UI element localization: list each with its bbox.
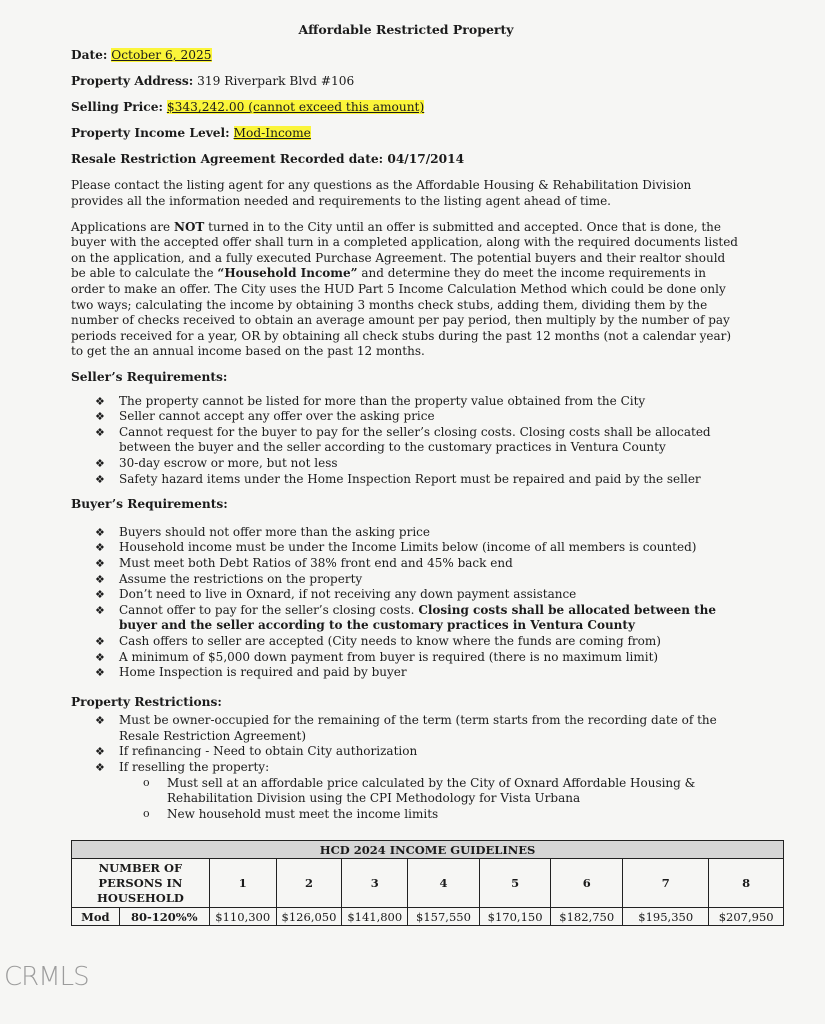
list-item-text: The property cannot be listed for more than the property value obtained from the City — [119, 393, 646, 408]
price-value: $343,242.00 (cannot exceed this amount) — [166, 100, 425, 115]
income-cell: $126,050 — [276, 908, 342, 926]
row-range: 80-120%% — [119, 908, 209, 926]
applications-paragraph — [71, 220, 741, 360]
circle-bullet-icon: o — [143, 775, 150, 789]
income-cell: $195,350 — [623, 908, 709, 926]
list-item-text: Must sell at an affordable price calculated by the City of Oxnard Affordable Housing & Rehabilitation Division using the CPI Methodology for Vista Urbana — [167, 775, 696, 806]
list-item-text: Home Inspection is required and paid by buyer — [119, 665, 407, 680]
list-item — [95, 393, 741, 410]
resale-label: Resale Restriction Agreement Recorded date: 04/17/2014 — [71, 152, 465, 167]
document-body — [71, 48, 741, 822]
list-item — [95, 713, 741, 744]
applications-text-a: Applications are — [71, 219, 174, 234]
buyers-heading: Buyer’s Requirements: — [71, 497, 228, 512]
household-size-cell: 7 — [623, 859, 709, 908]
income-cell: $141,800 — [342, 908, 408, 926]
list-item — [95, 665, 741, 681]
bullet-icon: ❖ — [95, 588, 105, 602]
income-cell: $207,950 — [709, 908, 784, 926]
circle-bullet-icon: o — [143, 806, 150, 820]
list-item — [95, 602, 741, 634]
bullet-icon: ❖ — [95, 541, 105, 555]
table-row — [72, 908, 784, 926]
resale-line — [71, 152, 741, 168]
list-item — [95, 760, 741, 822]
bullet-icon: ❖ — [95, 425, 105, 439]
list-item — [95, 555, 741, 572]
income-level-value: Mod-Income — [233, 126, 311, 141]
income-cell: $157,550 — [408, 908, 480, 926]
list-item-text: Household income must be under the Income Limits below (income of all members is counted) — [119, 540, 697, 555]
list-item — [95, 587, 741, 603]
list-item — [143, 775, 741, 807]
list-item-text: 30-day escrow or more, but not less — [119, 455, 338, 470]
household-size-cell: 8 — [709, 859, 784, 908]
table-title: HCD 2024 INCOME GUIDELINES — [72, 841, 784, 859]
date-line — [71, 48, 741, 64]
household-size-cell: 4 — [408, 859, 480, 908]
list-item — [95, 409, 741, 425]
income-cell: $182,750 — [551, 908, 623, 926]
income-cell: $170,150 — [479, 908, 551, 926]
list-item-text: Seller cannot accept any offer over the asking price — [119, 409, 435, 424]
bullet-icon: ❖ — [95, 572, 105, 586]
price-label: Selling Price: — [71, 100, 163, 115]
restrictions-heading: Property Restrictions: — [71, 694, 222, 709]
bullet-icon: ❖ — [95, 745, 105, 759]
date-label: Date: — [71, 48, 108, 62]
list-item-text: Buyers should not offer more than the asking price — [119, 524, 430, 539]
bullet-icon: ❖ — [95, 525, 105, 539]
list-item-text: Cash offers to seller are accepted (City needs to know where the funds are coming from) — [119, 633, 661, 648]
applications-text-e: and determine they do meet the income requirements in order to make an offer. The City uses the HUD Part 5 Income Calculation Method which could be done only two ways; calculating the income by obtaining 3 months check stubs, adding them, dividing them by the number of checks received to obtain an average amount per pay period, then multiply by the number of pay periods received for a year, OR by obtaining all check stubs during the past 12 months (not a calendar year) to get the an annual income based on the past 12 months. — [71, 266, 732, 359]
bullet-icon: ❖ — [95, 650, 105, 664]
applications-text-c: turned in to the City until an offer is submitted and accepted. Once that is done, the buyer with the accepted offer shall turn in a completed application, along with the required documents listed on the application, and a fully executed Purchase Agreement. The potential buyers and their realtor should be able to calculate the — [71, 219, 738, 281]
sellers-list — [71, 394, 741, 488]
list-item — [95, 524, 741, 541]
bullet-icon: ❖ — [95, 634, 105, 648]
bullet-icon: ❖ — [95, 410, 105, 424]
bullet-icon: ❖ — [95, 603, 105, 617]
bullet-icon: ❖ — [95, 456, 105, 470]
list-item-text: Cannot request for the buyer to pay for the seller’s closing costs. Closing costs shall be allocated between the buyer and the seller according to the customary practices in Ventura County — [119, 424, 711, 455]
list-item-text: Assume the restrictions on the property — [119, 571, 363, 586]
bullet-icon: ❖ — [95, 761, 105, 775]
household-size-cell: 2 — [276, 859, 342, 908]
restrictions-list — [71, 713, 741, 822]
contact-paragraph: Please contact the listing agent for any questions as the Affordable Housing & Rehabilitation Division provides all the information needed and requirements to the listing agent ahead of time. — [71, 178, 692, 209]
address-label: Property Address: — [71, 74, 194, 89]
list-item — [95, 471, 741, 488]
crmls-watermark: CRMLS — [4, 962, 89, 992]
bullet-icon: ❖ — [95, 666, 105, 680]
date-value: October 6, 2025 — [111, 48, 212, 62]
list-item-text: A minimum of $5,000 down payment from buyer is required (there is no maximum limit) — [119, 649, 659, 664]
list-item — [95, 744, 741, 760]
address-line — [71, 74, 741, 90]
list-item-text: New household must meet the income limits — [167, 806, 439, 821]
list-item — [95, 540, 741, 556]
resale-sublist — [119, 776, 741, 823]
list-item — [95, 633, 741, 650]
income-level-label: Property Income Level: — [71, 126, 230, 141]
list-item-text: Don’t need to live in Oxnard, if not receiving any down payment assistance — [119, 587, 577, 602]
list-item-text: If reselling the property: — [119, 760, 270, 775]
list-item — [95, 649, 741, 666]
bullet-icon: ❖ — [95, 556, 105, 570]
household-size-cell: 5 — [479, 859, 551, 908]
price-line — [71, 100, 741, 116]
bullet-icon: ❖ — [95, 714, 105, 728]
table-header-row — [72, 859, 784, 908]
household-size-cell: 3 — [342, 859, 408, 908]
list-item — [95, 571, 741, 588]
closing-costs-emphasis: Closing costs shall be allocated between the buyer and the seller according to the customary practices in Ventura County — [119, 602, 717, 633]
household-size-cell: 1 — [209, 859, 276, 908]
sellers-heading: Seller’s Requirements: — [71, 370, 228, 384]
household-size-cell: 6 — [551, 859, 623, 908]
buyers-list — [71, 525, 741, 681]
bullet-icon: ❖ — [95, 394, 105, 408]
persons-header: NUMBER OF PERSONS IN HOUSEHOLD — [72, 859, 210, 908]
income-guidelines-table — [71, 840, 784, 926]
list-item-text: Safety hazard items under the Home Inspection Report must be repaired and paid by the seller — [119, 471, 701, 486]
list-item — [95, 455, 741, 472]
list-item-text: If refinancing - Need to obtain City authorization — [119, 744, 418, 759]
address-value: 319 Riverpark Blvd #106 — [197, 74, 355, 89]
document-title: Affordable Restricted Property — [298, 22, 514, 37]
list-item-text: Must meet both Debt Ratios of 38% front end and 45% back end — [119, 555, 513, 570]
row-label: Mod — [72, 908, 120, 926]
list-item — [143, 806, 741, 823]
income-cell: $110,300 — [209, 908, 276, 926]
bullet-icon: ❖ — [95, 472, 105, 486]
list-item-text: Must be owner-occupied for the remaining of the term (term starts from the recording date of the Resale Restriction Agreement) — [119, 713, 717, 743]
household-income-term: “Household Income” — [217, 266, 358, 281]
applications-not: NOT — [173, 219, 205, 234]
list-item-text: Cannot offer to pay for the seller’s closing costs. — [119, 602, 419, 617]
income-level-line — [71, 126, 741, 142]
list-item — [95, 424, 741, 456]
